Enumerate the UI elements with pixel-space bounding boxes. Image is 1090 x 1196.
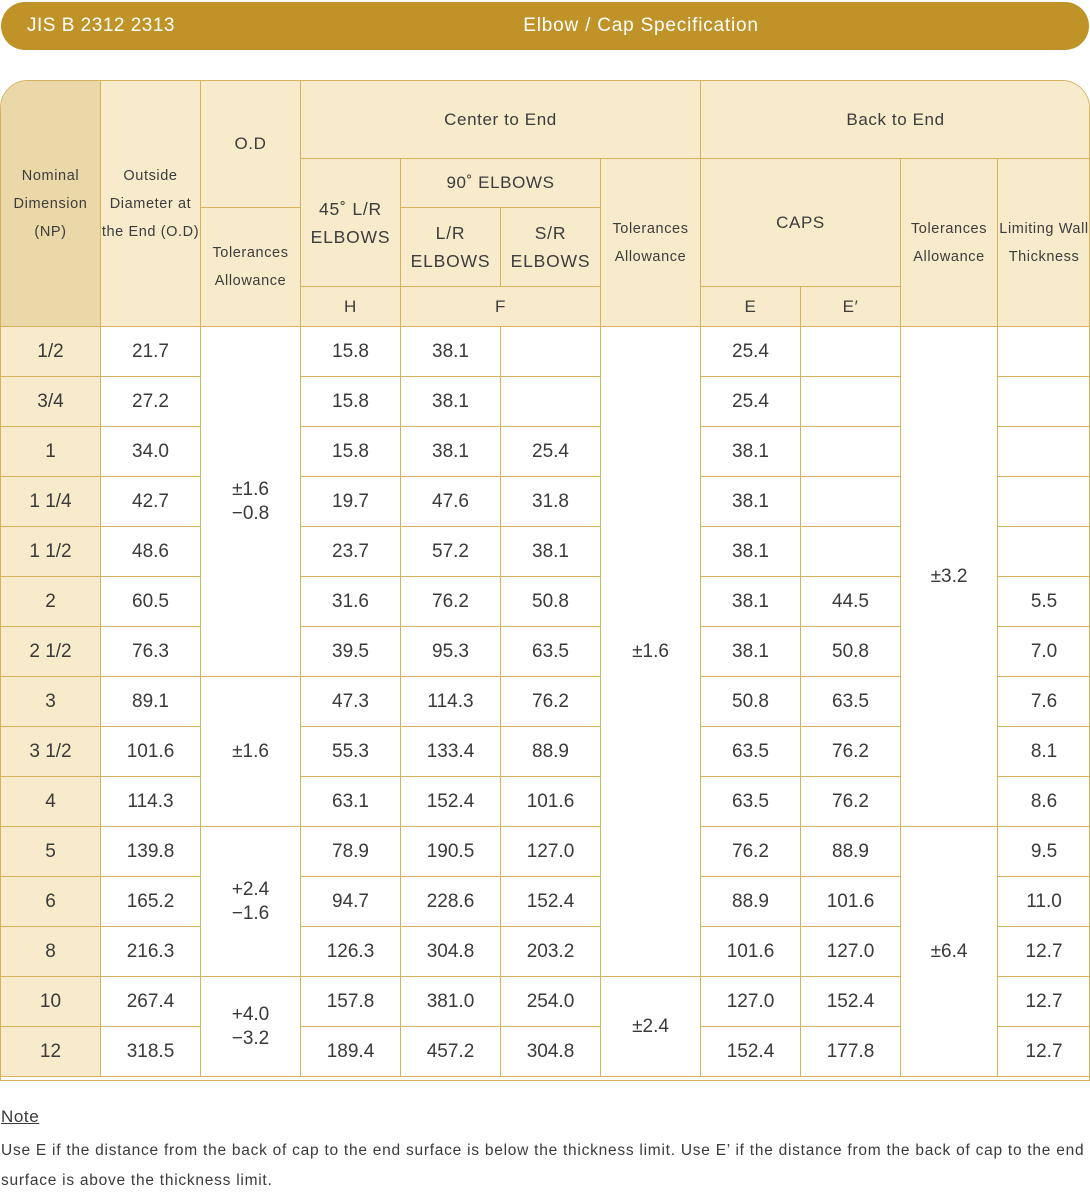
cell-wall-thickness: 8.6 [998, 777, 1090, 827]
cell-e: 76.2 [701, 827, 801, 877]
cell-wall-thickness [998, 427, 1090, 477]
cell-outside-diameter: 89.1 [101, 677, 201, 727]
cell-e-prime: 44.5 [801, 577, 901, 627]
header-90-elbows: 90˚ ELBOWS [401, 159, 601, 208]
cell-wall-thickness: 9.5 [998, 827, 1090, 877]
spec-table [0, 80, 1090, 1077]
cell-sr-f: 152.4 [501, 877, 601, 927]
cell-outside-diameter: 101.6 [101, 727, 201, 777]
tolerance-upper: ±1.6 [201, 740, 300, 764]
header-f: F [401, 287, 601, 327]
header-h: H [301, 287, 401, 327]
cell-sr-f: 25.4 [501, 427, 601, 477]
cell-outside-diameter: 76.3 [101, 627, 201, 677]
header-45-lr-elbows: 45˚ L/R ELBOWS [301, 159, 401, 287]
cell-wall-thickness [998, 477, 1090, 527]
cell-nominal: 10 [1, 977, 101, 1027]
cell-lr-f: 38.1 [401, 377, 501, 427]
cell-h: 31.6 [301, 577, 401, 627]
cell-e: 38.1 [701, 427, 801, 477]
cell-e: 38.1 [701, 527, 801, 577]
standard-label: JIS B 2312 2313 [27, 2, 175, 50]
cell-h: 189.4 [301, 1027, 401, 1077]
cell-e: 101.6 [701, 927, 801, 977]
cell-outside-diameter: 48.6 [101, 527, 201, 577]
cell-sr-f: 76.2 [501, 677, 601, 727]
cell-sr-f: 31.8 [501, 477, 601, 527]
cell-sr-f: 50.8 [501, 577, 601, 627]
cell-sr-f: 88.9 [501, 727, 601, 777]
cell-nominal: 3/4 [1, 377, 101, 427]
spec-title: Elbow / Cap Specification [1, 2, 1090, 50]
tolerance-lower: −1.6 [201, 902, 300, 926]
cell-outside-diameter: 42.7 [101, 477, 201, 527]
header-center-to-end: Center to End [301, 81, 701, 159]
cell-sr-f: 203.2 [501, 927, 601, 977]
spec-table-body [1, 327, 1090, 1077]
cell-e: 88.9 [701, 877, 801, 927]
cell-sr-f: 38.1 [501, 527, 601, 577]
cell-h: 15.8 [301, 327, 401, 377]
cell-sr-f: 127.0 [501, 827, 601, 877]
cell-outside-diameter: 27.2 [101, 377, 201, 427]
cell-center-tolerance: ±1.6 [601, 327, 701, 977]
cell-sr-f: 101.6 [501, 777, 601, 827]
cell-e-prime: 88.9 [801, 827, 901, 877]
cell-e-prime [801, 327, 901, 377]
cell-wall-thickness: 8.1 [998, 727, 1090, 777]
cell-e-prime: 76.2 [801, 727, 901, 777]
cell-nominal: 4 [1, 777, 101, 827]
table-row [1, 327, 1090, 377]
cell-lr-f: 381.0 [401, 977, 501, 1027]
cell-outside-diameter: 216.3 [101, 927, 201, 977]
tolerance-upper: +2.4 [201, 878, 300, 902]
cell-e-prime: 76.2 [801, 777, 901, 827]
cell-e: 38.1 [701, 627, 801, 677]
cell-e: 63.5 [701, 727, 801, 777]
cell-lr-f: 95.3 [401, 627, 501, 677]
cell-wall-thickness: 12.7 [998, 1027, 1090, 1077]
cell-h: 157.8 [301, 977, 401, 1027]
cell-wall-thickness: 12.7 [998, 927, 1090, 977]
cell-e: 127.0 [701, 977, 801, 1027]
cell-outside-diameter: 165.2 [101, 877, 201, 927]
cell-h: 15.8 [301, 427, 401, 477]
header-back-to-end: Back to End [701, 81, 1090, 159]
cell-wall-thickness: 5.5 [998, 577, 1090, 627]
header-e: E [701, 287, 801, 327]
cell-wall-thickness [998, 527, 1090, 577]
cell-nominal: 3 [1, 677, 101, 727]
cell-nominal: 1 1/4 [1, 477, 101, 527]
cell-lr-f: 228.6 [401, 877, 501, 927]
cell-e: 25.4 [701, 377, 801, 427]
cell-e: 25.4 [701, 327, 801, 377]
cell-wall-thickness: 7.6 [998, 677, 1090, 727]
cell-h: 39.5 [301, 627, 401, 677]
header-limiting-wall: Limiting Wall Thickness [998, 159, 1090, 327]
cell-h: 47.3 [301, 677, 401, 727]
cell-sr-f [501, 377, 601, 427]
cell-sr-f [501, 327, 601, 377]
title-banner [1, 2, 1089, 50]
cell-nominal: 2 [1, 577, 101, 627]
cell-e-prime [801, 427, 901, 477]
header-sr-elbows: S/R ELBOWS [501, 208, 601, 287]
cell-lr-f: 457.2 [401, 1027, 501, 1077]
cell-od-tolerance [201, 977, 301, 1077]
cell-outside-diameter: 318.5 [101, 1027, 201, 1077]
cell-outside-diameter: 114.3 [101, 777, 201, 827]
cell-outside-diameter: 139.8 [101, 827, 201, 877]
cell-lr-f: 190.5 [401, 827, 501, 877]
cell-h: 78.9 [301, 827, 401, 877]
cell-nominal: 5 [1, 827, 101, 877]
cell-center-tolerance: ±2.4 [601, 977, 701, 1077]
tolerance-lower: −3.2 [201, 1027, 300, 1051]
cell-e: 152.4 [701, 1027, 801, 1077]
note-title: Note [1, 1107, 39, 1127]
cell-h: 23.7 [301, 527, 401, 577]
header-lr-elbows: L/R ELBOWS [401, 208, 501, 287]
cell-e-prime: 152.4 [801, 977, 901, 1027]
cell-wall-thickness [998, 377, 1090, 427]
cell-e-prime: 101.6 [801, 877, 901, 927]
header-center-tolerances: Tolerances Allowance [601, 159, 701, 327]
header-e-prime: E′ [801, 287, 901, 327]
cell-lr-f: 114.3 [401, 677, 501, 727]
tolerance-upper: +4.0 [201, 1003, 300, 1027]
cell-nominal: 12 [1, 1027, 101, 1077]
cell-h: 15.8 [301, 377, 401, 427]
cell-h: 63.1 [301, 777, 401, 827]
cell-e: 38.1 [701, 477, 801, 527]
cell-nominal: 8 [1, 927, 101, 977]
header-outside-diameter: Outside Diameter at the End (O.D) [101, 81, 201, 327]
cell-e-prime: 177.8 [801, 1027, 901, 1077]
cell-outside-diameter: 267.4 [101, 977, 201, 1027]
tolerance-lower: −0.8 [201, 502, 300, 526]
cell-nominal: 3 1/2 [1, 727, 101, 777]
cell-wall-thickness [998, 327, 1090, 377]
header-back-tolerances: Tolerances Allowance [901, 159, 998, 327]
cell-e-prime [801, 527, 901, 577]
cell-h: 94.7 [301, 877, 401, 927]
cell-e: 38.1 [701, 577, 801, 627]
cell-nominal: 1/2 [1, 327, 101, 377]
cell-lr-f: 152.4 [401, 777, 501, 827]
cell-sr-f: 63.5 [501, 627, 601, 677]
cell-wall-thickness: 11.0 [998, 877, 1090, 927]
cell-outside-diameter: 21.7 [101, 327, 201, 377]
cell-lr-f: 47.6 [401, 477, 501, 527]
cell-wall-thickness: 12.7 [998, 977, 1090, 1027]
tolerance-upper: ±1.6 [201, 478, 300, 502]
cell-sr-f: 254.0 [501, 977, 601, 1027]
cell-back-tolerance: ±3.2 [901, 327, 998, 827]
cell-lr-f: 57.2 [401, 527, 501, 577]
cell-e-prime [801, 377, 901, 427]
note-text: Use E if the distance from the back of cap to the end surface is below the thickness limit. Use E’ if the distance from the back of cap to the end surface is above the thickness limit. [1, 1136, 1089, 1196]
cell-lr-f: 38.1 [401, 427, 501, 477]
cell-outside-diameter: 34.0 [101, 427, 201, 477]
cell-back-tolerance: ±6.4 [901, 827, 998, 1077]
cell-od-tolerance [201, 677, 301, 827]
cell-lr-f: 304.8 [401, 927, 501, 977]
cell-outside-diameter: 60.5 [101, 577, 201, 627]
cell-nominal: 2 1/2 [1, 627, 101, 677]
header-nominal: Nominal Dimension (NP) [1, 81, 101, 327]
cell-nominal: 1 1/2 [1, 527, 101, 577]
header-caps: CAPS [701, 159, 901, 287]
cell-od-tolerance [201, 827, 301, 977]
cell-od-tolerance [201, 327, 301, 677]
cell-e-prime: 63.5 [801, 677, 901, 727]
cell-e: 63.5 [701, 777, 801, 827]
cell-e-prime: 50.8 [801, 627, 901, 677]
cell-e: 50.8 [701, 677, 801, 727]
cell-h: 55.3 [301, 727, 401, 777]
cell-lr-f: 133.4 [401, 727, 501, 777]
cell-h: 126.3 [301, 927, 401, 977]
cell-nominal: 1 [1, 427, 101, 477]
cell-e-prime [801, 477, 901, 527]
header-od-tolerances: Tolerances Allowance [201, 208, 301, 327]
cell-e-prime: 127.0 [801, 927, 901, 977]
cell-lr-f: 76.2 [401, 577, 501, 627]
spec-table-container [0, 80, 1090, 1081]
header-od: O.D [201, 81, 301, 208]
cell-sr-f: 304.8 [501, 1027, 601, 1077]
cell-lr-f: 38.1 [401, 327, 501, 377]
cell-h: 19.7 [301, 477, 401, 527]
cell-nominal: 6 [1, 877, 101, 927]
table-row [1, 827, 1090, 877]
cell-wall-thickness: 7.0 [998, 627, 1090, 677]
